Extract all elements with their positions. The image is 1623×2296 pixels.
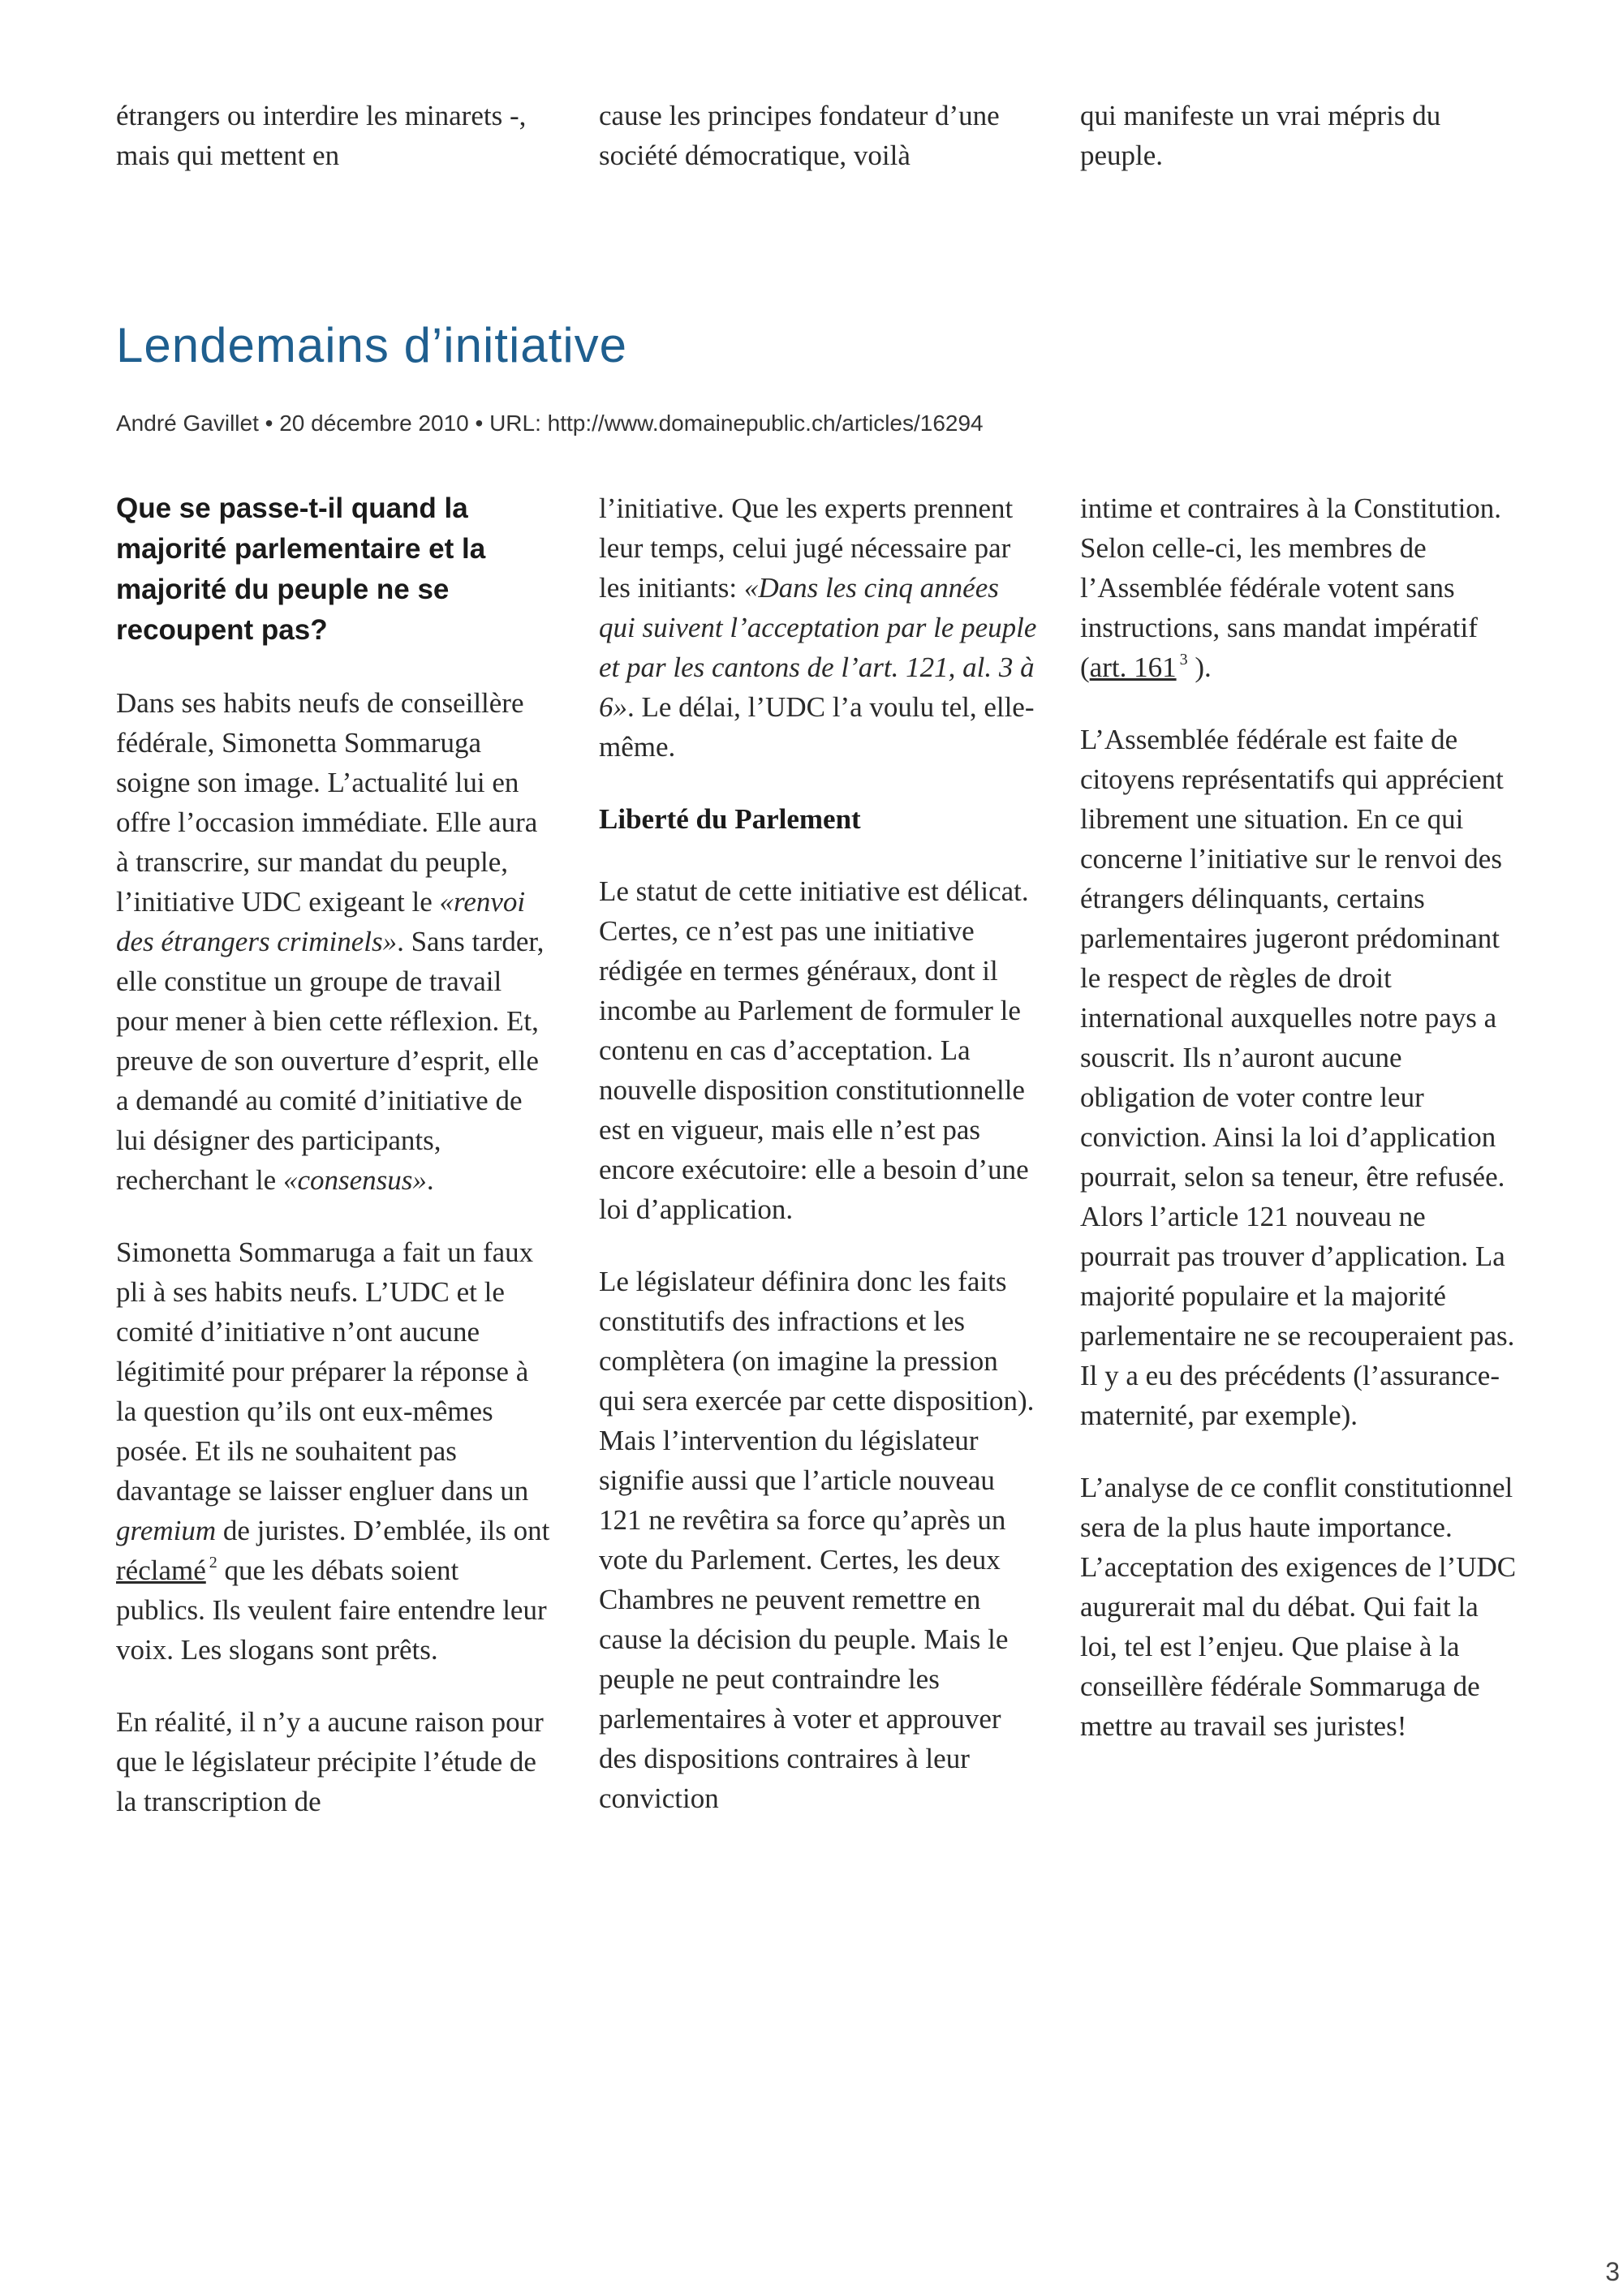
page-number: 3: [1605, 2257, 1620, 2286]
paragraph: étrangers ou interdire les minarets -, mais qui mettent en: [116, 100, 527, 171]
paragraph: Le législateur définira donc les faits constitutifs des infractions et les complètera (on imagine la pression qui sera exercée par cette disposition). Mais l’intervention du législateur signifie aussi que l’article nouveau 121 ne revêtira sa force qu’après un vote du Parlement. Certes, les deux Chambres ne peuvent remettre en cause la décision du peuple. Mais le peuple ne peut contraindre les parlementaires à voter et approuver des dispositions contraires à leur conviction: [599, 1266, 1035, 1814]
text: Dans ses habits neufs de conseillère fédérale, Simonetta Sommaruga soigne son image. L’actualité lui en offre l’occasion immédiate. Elle aura à transcrire, sur mandat du peuple, l’initiative UDC exigeant le: [116, 687, 538, 918]
text: ).: [1187, 651, 1212, 683]
paragraph: [1080, 488, 1518, 687]
section-heading: Liberté du Parlement: [599, 803, 861, 835]
term: gremium: [116, 1515, 217, 1546]
text: . Sans tarder, elle constitue un groupe de travail pour mener à bien cette réflexion. Et, preuve de son ouverture d’esprit, elle a demandé au comité d’initiative de lui désigner des participants, recherchant le: [116, 926, 545, 1196]
paragraph: qui manifeste un vrai mépris du peuple.: [1080, 100, 1441, 171]
text: que les débats soient publics. Ils veulent faire entendre leur voix. Les slogans sont prêts.: [116, 1554, 547, 1666]
quote: «Dans les cinq années qui suivent l’acceptation par le peuple et par les cantons de l’art. 121, al. 3 à 6»: [599, 572, 1037, 723]
previous-article-continuation-col2: [599, 96, 1037, 208]
quote: «consensus»: [282, 1164, 427, 1196]
paragraph: cause les principes fondateur d’une société démocratique, voilà: [599, 100, 1000, 171]
text: Simonetta Sommaruga a fait un faux pli à ses habits neufs. L’UDC et le comité d’initiative n’ont aucune légitimité pour préparer la réponse à la question qu’ils ont eux-mêmes posée. Et ils ne souhaitent pas davantage se laisser engluer dans un: [116, 1236, 534, 1507]
text: . Le délai, l’UDC l’a voulu tel, elle-même.: [599, 691, 1035, 763]
paragraph: L’Assemblée fédérale est faite de citoyens représentatifs qui apprécient librement une situation. En ce qui concerne l’initiative sur le renvoi des étrangers délinquants, certains parlementaires jugeront prédominant le respect de règles de droit international auxquelles notre pays a souscrit. Ils n’auront aucune obligation de voter contre leur conviction. Ainsi la loi d’application pourrait, selon sa teneur, être refusée. Alors l’article 121 nouveau ne pourrait pas trouver d’application. La majorité populaire et la majorité parlementaire ne se recouperaient pas. Il y a eu des précédents (l’assurance-maternité, par exemple).: [1080, 724, 1515, 1431]
footnote-marker: 2: [209, 1554, 217, 1572]
footnote-marker: 3: [1179, 651, 1188, 669]
art-161-link[interactable]: art. 161: [1089, 651, 1177, 683]
article-column-1: [116, 488, 554, 1854]
article-title: Lendemains d’initiative: [116, 318, 628, 372]
paragraph: En réalité, il n’y a aucune raison pour que le législateur précipite l’étude de la transcription de: [116, 1706, 544, 1817]
text: .: [426, 1164, 434, 1196]
previous-article-continuation-col1: [116, 96, 554, 208]
article-lead: Que se passe-t-il quand la majorité parlementaire et la majorité du peuple ne se recoupent pas?: [116, 492, 486, 646]
text: intime et contraires à la Constitution. Selon celle-ci, les membres de l’Assemblée fédérale votent sans instructions, sans mandat impératif (: [1080, 492, 1502, 683]
paragraph: [599, 488, 1037, 767]
text: l’initiative. Que les experts prennent leur temps, celui jugé nécessaire par les initiants:: [599, 492, 1014, 604]
paragraph: [116, 1232, 554, 1670]
previous-article-continuation-col3: [1080, 96, 1518, 208]
reclame-link[interactable]: réclamé: [116, 1554, 206, 1586]
paragraph: [116, 683, 554, 1200]
quote: «renvoi des étrangers criminels»: [116, 886, 526, 957]
paragraph: Le statut de cette initiative est délicat. Certes, ce n’est pas une initiative rédigée en termes généraux, dont il incombe au Parlement de formuler le contenu en cas d’acceptation. La nouvelle disposition constitutionnelle est en vigueur, mais elle n’est pas encore exécutoire: elle a besoin d’une loi d’application.: [599, 875, 1029, 1225]
article-column-3: [1080, 488, 1518, 1778]
text: de juristes. D’emblée, ils ont: [216, 1515, 550, 1546]
article-byline: André Gavillet • 20 décembre 2010 • URL: http://www.domainepublic.ch/articles/16294: [116, 411, 984, 436]
article-column-2: [599, 488, 1037, 1851]
paragraph: L’analyse de ce conflit constitutionnel sera de la plus haute importance. L’acceptation des exigences de l’UDC augurerait mal du débat. Qui fait la loi, tel est l’enjeu. Que plaise à la conseillère fédérale Sommaruga de mettre au travail ses juristes!: [1080, 1472, 1517, 1742]
